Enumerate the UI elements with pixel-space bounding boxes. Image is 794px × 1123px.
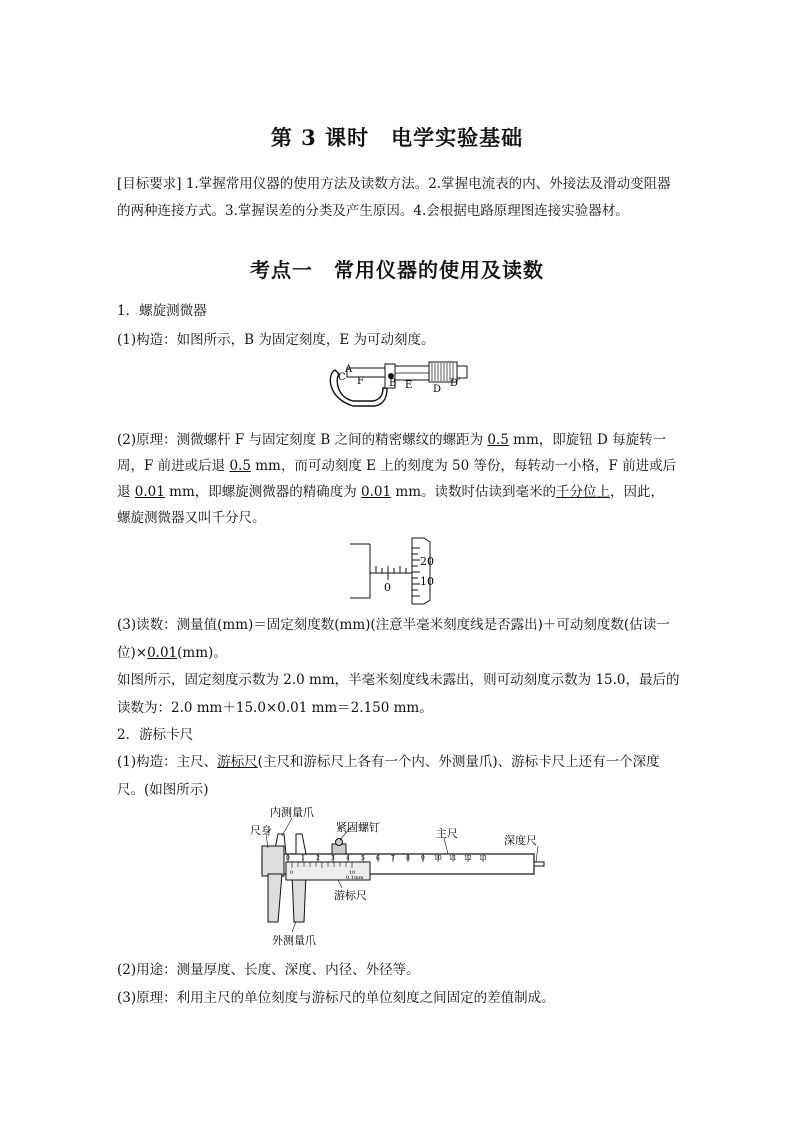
main-scale-5: 5 [361,855,365,862]
fig1-label-a: A [345,364,353,375]
principle-text-2: mm，即旋钮 D 每旋转一周，F 前进或后退 [117,432,667,474]
fig1-label-e: E [405,380,413,391]
micrometer-reading-figure [348,536,446,606]
fig1-label-b: B [389,378,397,389]
main-scale-11: 11 [449,855,457,862]
caliper-vernier-term: 游标尺 [217,754,258,770]
main-scale-4: 4 [346,855,350,862]
vernier-precision: 0.1mm [346,875,364,881]
fig1-label-f: F [357,376,364,387]
vernier-scale-10: 10 [349,870,356,876]
label-outer-jaw: 外测量爪 [272,934,316,947]
main-scale-12: 12 [464,855,472,862]
goal-text: 1.掌握常用仪器的使用方法及读数方法。2.掌握电流表的内、外接法及滑动变阻器的两种连接方式。3.掌握误差的分类及产生原因。4.会根据电路原理图连接实验器材。 [117,176,671,219]
label-vernier: 游标尺 [334,889,367,902]
micrometer-construct: (1)构造：如图所示，B 为固定刻度，E 为可动刻度。 [117,332,435,348]
main-scale-9: 9 [421,855,425,862]
caliper-construct-2: (主尺和游标尺上各有一个内、外测量爪)、游标卡尺上还有一个深度尺。(如图所示) [117,754,660,798]
label-body: 尺身 [250,824,272,837]
principle-text-1: (2)原理：测微螺杆 F 与固定刻度 B 之间的精密螺纹的螺距为 [117,432,488,448]
label-inner-jaw: 内测量爪 [270,806,314,819]
goal-tag: [目标要求] [117,176,182,192]
label-main-scale: 主尺 [436,827,458,840]
section-title: 考点一 常用仪器的使用及读数 [250,258,544,282]
fig2-tick-10: 10 [420,575,434,588]
micrometer-example-1: 如图所示，固定刻度示数为 2.0 mm，半毫米刻度线未露出，则可动刻度示数为 15.0，最后的 [117,672,680,688]
caliper-construct [117,748,677,804]
main-scale-1: 1 [301,855,305,862]
main-scale-3: 3 [331,855,335,862]
caliper-heading: 2．游标卡尺 [117,727,194,743]
label-depth-gauge: 深度尺 [504,834,537,847]
vernier-scale-0: 0 [290,870,294,876]
principle-text-6: ，因此，螺旋测微器又叫千分尺。 [117,484,665,526]
main-scale-0: 0 [286,855,290,862]
main-scale-7: 7 [391,855,395,862]
fig2-tick-0: 0 [384,581,391,594]
main-scale-13: 13 [479,855,487,862]
principle-value-advance: 0.5 [229,458,251,474]
caliper-use: (2)用途：测量厚度、长度、深度、内径、外径等。 [117,962,420,978]
main-scale-6: 6 [376,855,380,862]
micrometer-principle [117,427,677,531]
fig1-label-c: C [338,372,346,383]
principle-text-5: mm。读数时估读到毫米的 [391,484,557,500]
fig1-label-dprime: D′ [450,378,461,389]
principle-value-pitch: 0.5 [487,432,509,448]
reading-value-precision: 0.01 [147,645,178,661]
principle-value-precision: 0.01 [361,484,392,500]
main-scale-10: 10 [434,855,442,862]
label-screw: 紧固螺钉 [336,821,380,834]
micrometer-heading: 1．螺旋测微器 [117,303,207,319]
micrometer-figure [325,354,475,410]
main-scale-2: 2 [316,855,320,862]
caliper-principle: (3)原理：利用主尺的单位刻度与游标尺的单位刻度之间固定的差值制成。 [117,990,555,1006]
main-scale-8: 8 [406,855,410,862]
reading-text-2: (mm)。 [177,645,227,661]
fig1-label-d: D [433,384,442,395]
goal-paragraph [117,171,677,225]
principle-value-digit: 千分位上 [556,484,611,500]
caliper-figure [248,804,548,950]
principle-text-3: mm，而可动刻度 E 上的刻度为 50 等份，每转动一小格，F 前进或后退 [117,458,677,500]
reading-text-1: (3)读数：测量值(mm)＝固定刻度数(mm)(注意半毫米刻度线是否露出)＋可动刻度数(估读一位)× [117,617,670,661]
principle-value-step: 0.01 [134,484,165,500]
micrometer-example-2: 读数为：2.0 mm＋15.0×0.01 mm＝2.150 mm。 [117,700,433,716]
micrometer-reading [117,611,677,667]
caliper-construct-1: (1)构造：主尺、 [117,754,218,770]
page-title: 第 3 课时 电学实验基础 [270,125,524,150]
principle-text-4: mm，即螺旋测微器的精确度为 [164,484,362,500]
fig2-tick-20: 20 [420,555,434,568]
